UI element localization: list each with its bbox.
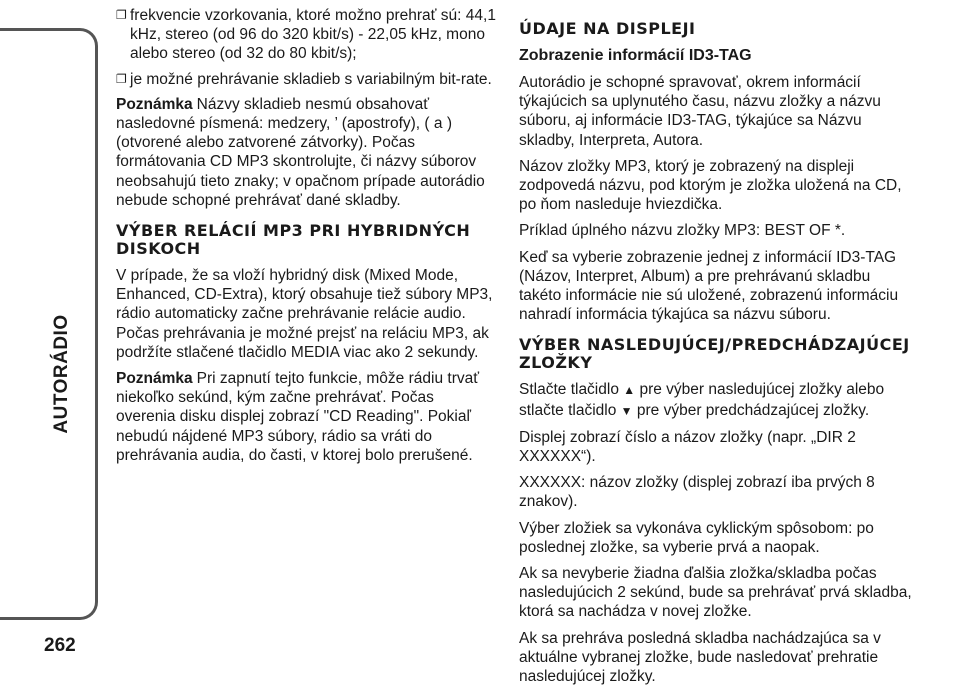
list-item-text: frekvencie vzorkovania, ktoré možno prehrať sú: 44,1 kHz, stereo (od 96 do 320 kbit/s) - 22,05 kHz, mono alebo stereo (od 32 do 80 kbit/s);: [130, 7, 496, 63]
note-label: Poznámka: [116, 370, 193, 388]
paragraph-text: pre výber nasledujúcej zložky alebo stlačte tlačidlo: [519, 381, 885, 419]
list-item: [116, 6, 496, 64]
note-text: Názvy skladieb nesmú obsahovať nasledovné písmená: medzery, ’ (apostrofy), ( a ) (otvorené alebo zatvorené zátvorky). Počas formátovania CD MP3 skontrolujte, či názvy súborov neobsahujú tieto znaky; v opačnom prípade autorádio nebude schopné prehrávať dané skladby.: [116, 95, 485, 209]
body-paragraph: Názov zložky MP3, ktorý je zobrazený na displeji zodpovedá názvu, pod ktorým je zložka uložená na CD, po ňom nasleduje hviezdička.: [519, 157, 902, 214]
body-paragraph: V prípade, že sa vloží hybridný disk (Mixed Mode, Enhanced, CD-Extra), ktorý obsahuje tiež súbory MP3, rádio automaticky začne prehrávanie relácie audio. Počas prehrávania je možné prejsť na reláciu MP3, ak podržíte stlačené tlačidlo MEDIA viac ako 2 sekundy.: [116, 267, 493, 361]
list-item: [116, 70, 496, 89]
section-heading: VÝBER RELÁCIÍ MP3 PRI HYBRIDNÝCH DISKOCH: [116, 221, 471, 259]
checkbox-bullet-icon: ❐: [116, 8, 127, 22]
body-paragraph: Výber zložiek sa vykonáva cyklickým spôsobom: po poslednej zložke, sa vyberie prvá a naopak.: [519, 519, 874, 556]
body-paragraph: Autorádio je schopné spravovať, okrem informácií týkajúcich sa uplynutého času, názvu zložky a názvu súboru, aj informácie ID3-TAG, týkajúce sa Názvu skladby, Interpreta, Autora.: [519, 74, 881, 149]
note-text: Pri zapnutí tejto funkcie, môže rádiu trvať niekoľko sekúnd, kým začne prehrávať. Počas overenia disku displej zobrazí "CD Reading". Pokiaľ nebudú nájdené MP3 súbory, rádio sa vráti do prehrávania audia, do časti, v ktorej bolo prerušené.: [116, 370, 480, 464]
page-number: 262: [44, 635, 76, 656]
section-heading: VÝBER NASLEDUJÚCEJ/PREDCHÁDZAJÚCEJ ZLOŽKY: [519, 335, 910, 373]
body-paragraph: Displej zobrazí číslo a názov zložky (napr. „DIR 2 XXXXXX“).: [519, 428, 856, 466]
body-paragraph: [519, 380, 914, 420]
right-column: [519, 6, 914, 693]
checkbox-bullet-icon: ❐: [116, 71, 127, 86]
body-paragraph: Príklad úplného názvu zložky MP3: BEST OF *.: [519, 222, 846, 240]
left-column: [116, 6, 496, 472]
triangle-up-icon: ▲: [623, 383, 636, 398]
body-paragraph: Keď sa vyberie zobrazenie jednej z informácií ID3-TAG (Názov, Interpret, Album) a pre prehrávanú skladbu takéto informácie nie sú uložené, zobrazenú informáciu nahradí informácia týkajúca sa názvu súboru.: [519, 248, 899, 324]
triangle-down-icon: ▼: [620, 403, 633, 418]
section-tab: [0, 28, 98, 620]
note-paragraph: [116, 95, 496, 210]
section-label: AUTORÁDIO: [51, 314, 72, 434]
section-heading: ÚDAJE NA DISPLEJI: [519, 19, 696, 38]
note-label: Poznámka: [116, 95, 193, 113]
subheading: Zobrazenie informácií ID3-TAG: [519, 47, 752, 64]
paragraph-text: pre výber predchádzajúcej zložky.: [636, 401, 870, 419]
list-item-text: je možné prehrávanie skladieb s variabilným bit-rate.: [130, 70, 492, 88]
body-paragraph: XXXXXX: názov zložky (displej zobrazí iba prvých 8 znakov).: [519, 474, 875, 511]
body-paragraph: Ak sa prehráva posledná skladba nachádzajúca sa v aktuálne vybranej zložke, bude nasledovať prehratie nasledujúcej zložky.: [519, 629, 881, 686]
paragraph-text: Stlačte tlačidlo: [519, 381, 619, 399]
note-paragraph: [116, 369, 496, 465]
body-paragraph: Ak sa nevyberie žiadna ďalšia zložka/skladba počas nasledujúcich 2 sekúnd, bude sa prehrávať prvá skladba, ktorá sa nachádza v novej zložke.: [519, 565, 912, 621]
